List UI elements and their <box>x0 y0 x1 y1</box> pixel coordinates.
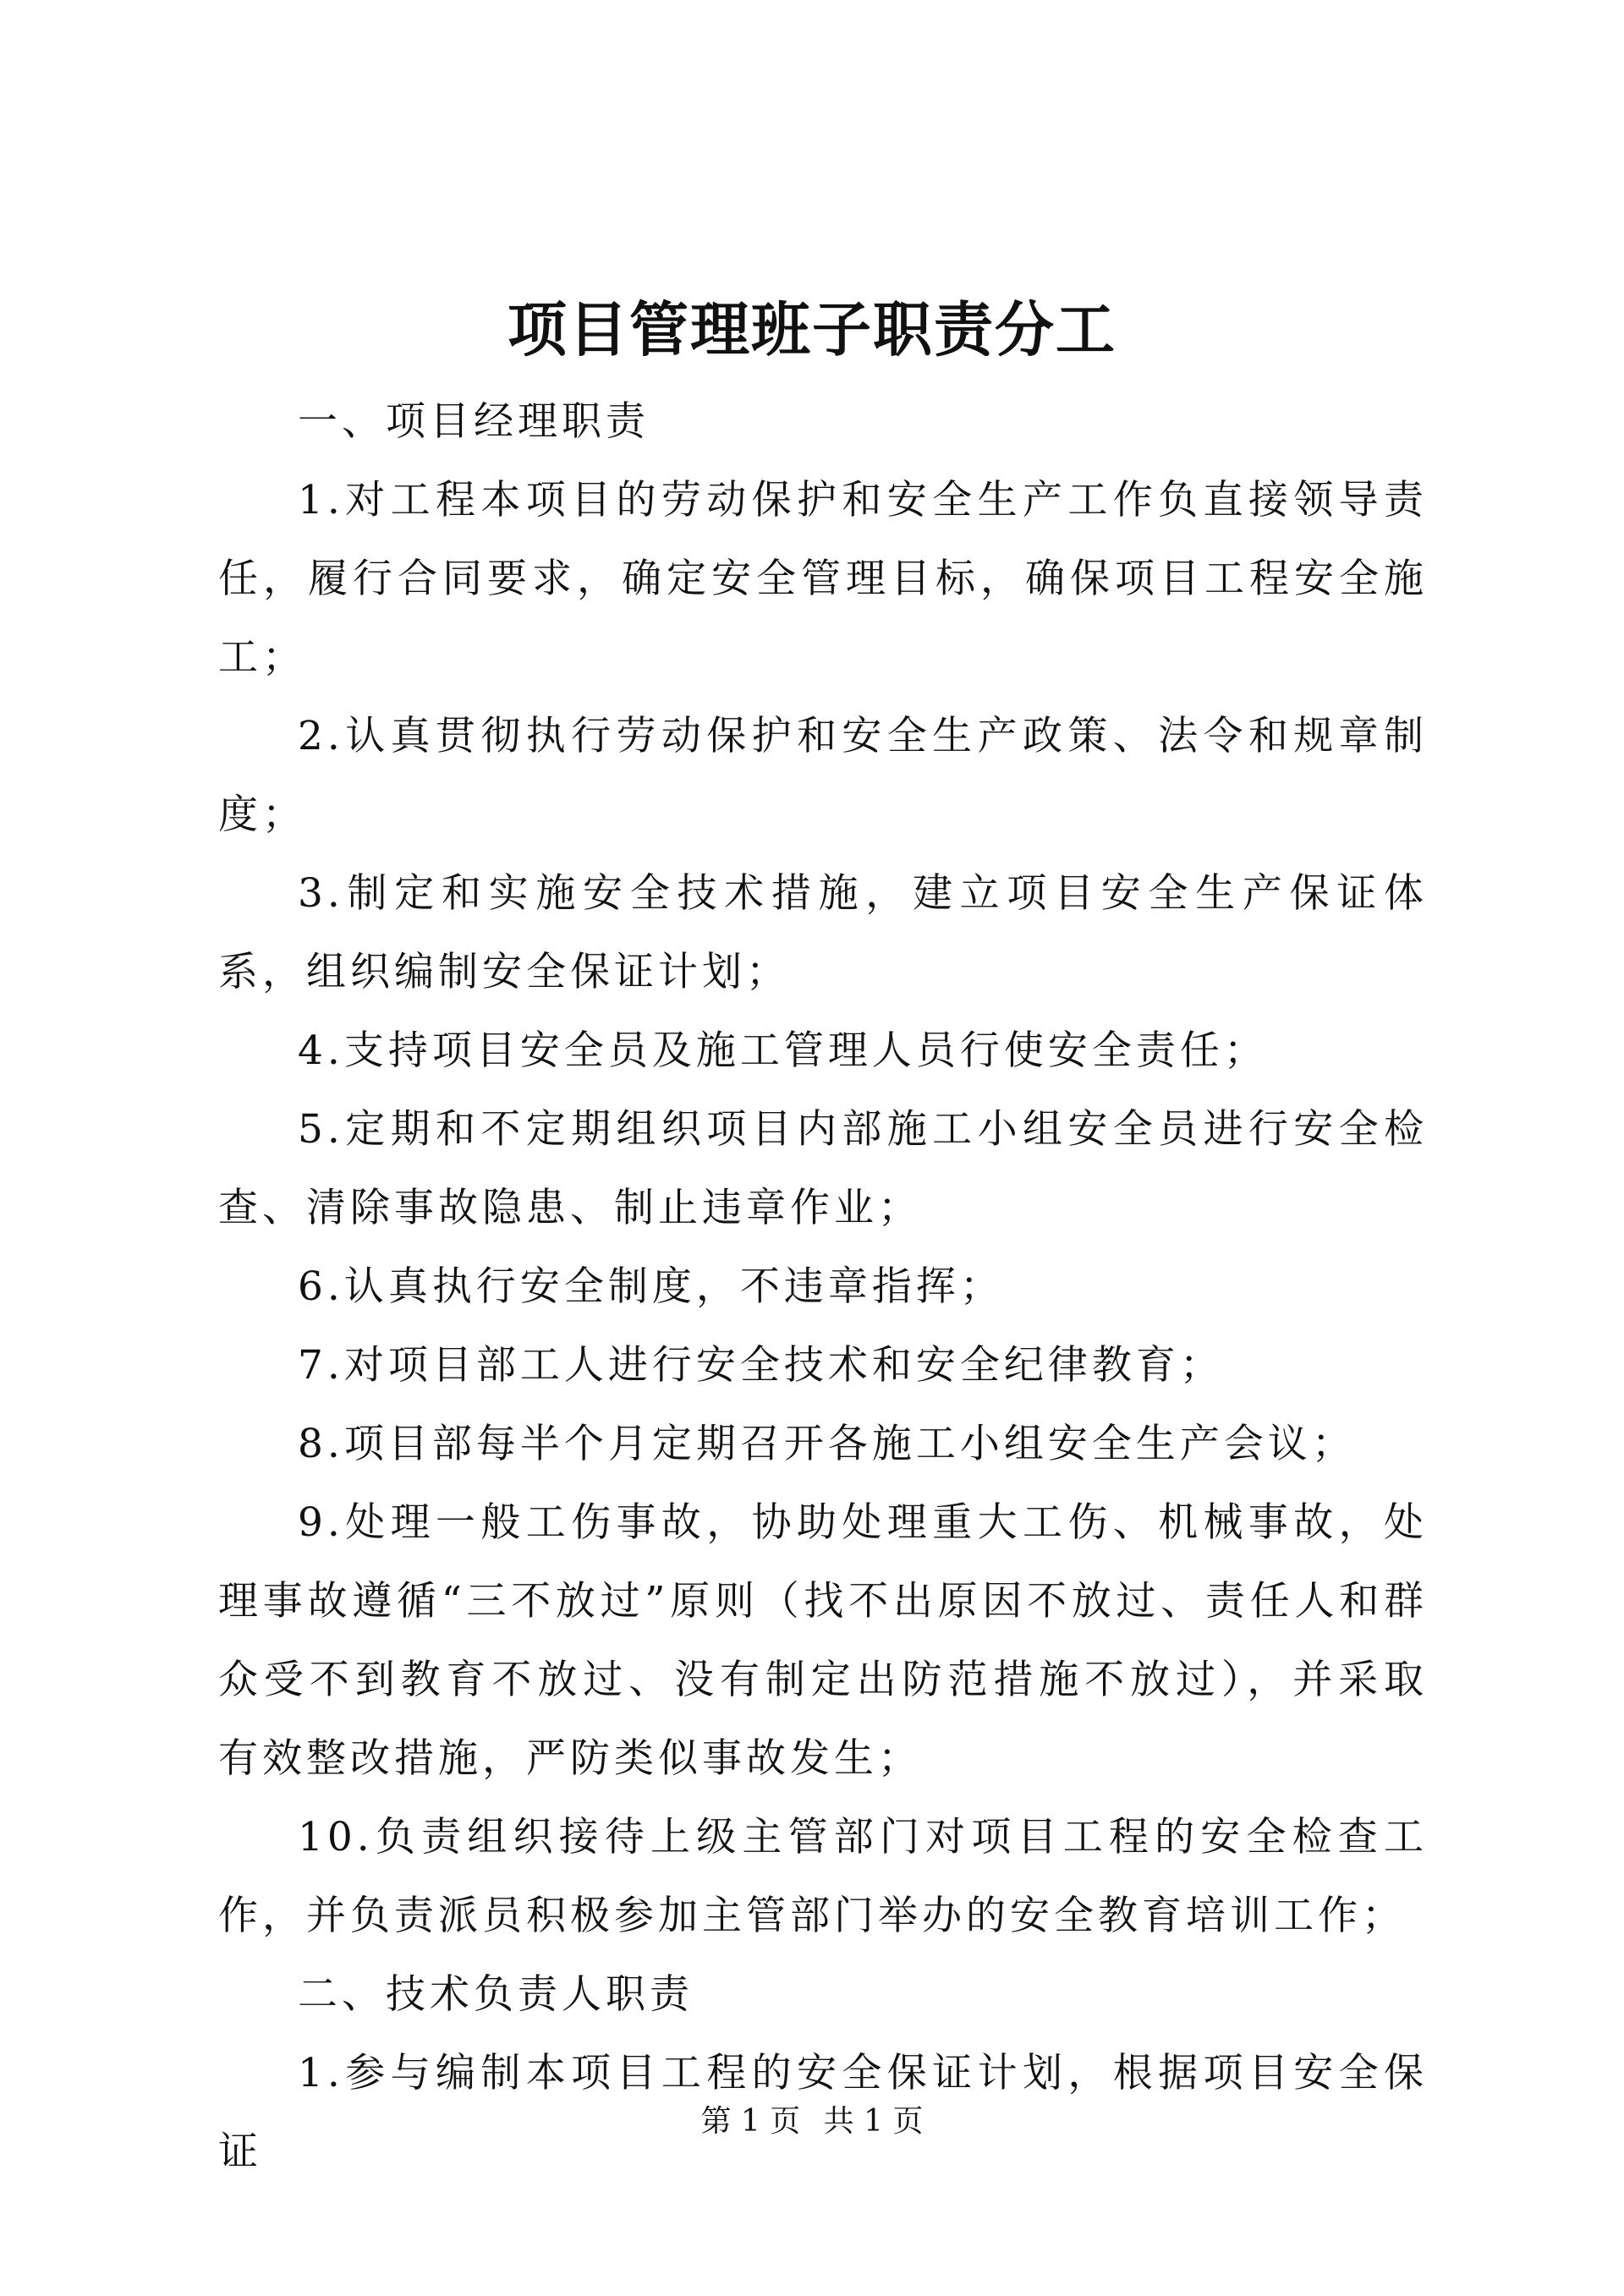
paragraph-item: 5.定期和不定期组织项目内部施工小组安全员进行安全检查、清除事故隐患、制止违章作业； <box>218 1106 1428 1231</box>
paragraph-item: 9.处理一般工伤事故，协助处理重大工伤、机械事故，处理事故遵循“三不放过”原则（找不出原因不放过、责任人和群众受不到教育不放过、没有制定出防范措施不放过），并采取有效整改措施，严防类似事故发生； <box>218 1499 1428 1782</box>
paragraph-item: 8.项目部每半个月定期召开各施工小组安全生产会议； <box>298 1421 1356 1467</box>
document-body <box>218 382 1428 2191</box>
paragraph-item: 1.参与编制本项目工程的安全保证计划，根据项目安全保证 <box>218 2050 1428 2175</box>
paragraph-item: 1.对工程本项目的劳动保护和安全生产工作负直接领导责任，履行合同要求，确定安全管理目标，确保项目工程安全施工； <box>218 477 1428 681</box>
section-heading-1: 一、项目经理职责 <box>298 398 650 445</box>
paragraph-item: 7.对项目部工人进行安全技术和安全纪律教育； <box>298 1342 1224 1389</box>
paragraph-item: 10.负责组织接待上级主管部门对项目工程的安全检查工作，并负责派员积极参加主管部门举办的安全教育培训工作； <box>218 1814 1428 1939</box>
document-title: 项目管理班子职责分工 <box>508 294 1116 364</box>
paragraph-item: 6.认真执行安全制度，不违章指挥； <box>298 1263 1004 1310</box>
section-heading-2: 二、技术负责人职责 <box>298 1971 694 2018</box>
page-number: 第 1 页 <box>700 2104 801 2139</box>
paragraph-item: 4.支持项目安全员及施工管理人员行使安全责任； <box>298 1027 1268 1074</box>
paragraph-item: 2.认真贯彻执行劳动保护和安全生产政策、法令和规章制度； <box>218 713 1428 838</box>
page-footer <box>0 2101 1624 2142</box>
page-total: 共 1 页 <box>823 2104 924 2139</box>
paragraph-item: 3.制定和实施安全技术措施，建立项目安全生产保证体系，组织编制安全保证计划； <box>218 870 1428 995</box>
